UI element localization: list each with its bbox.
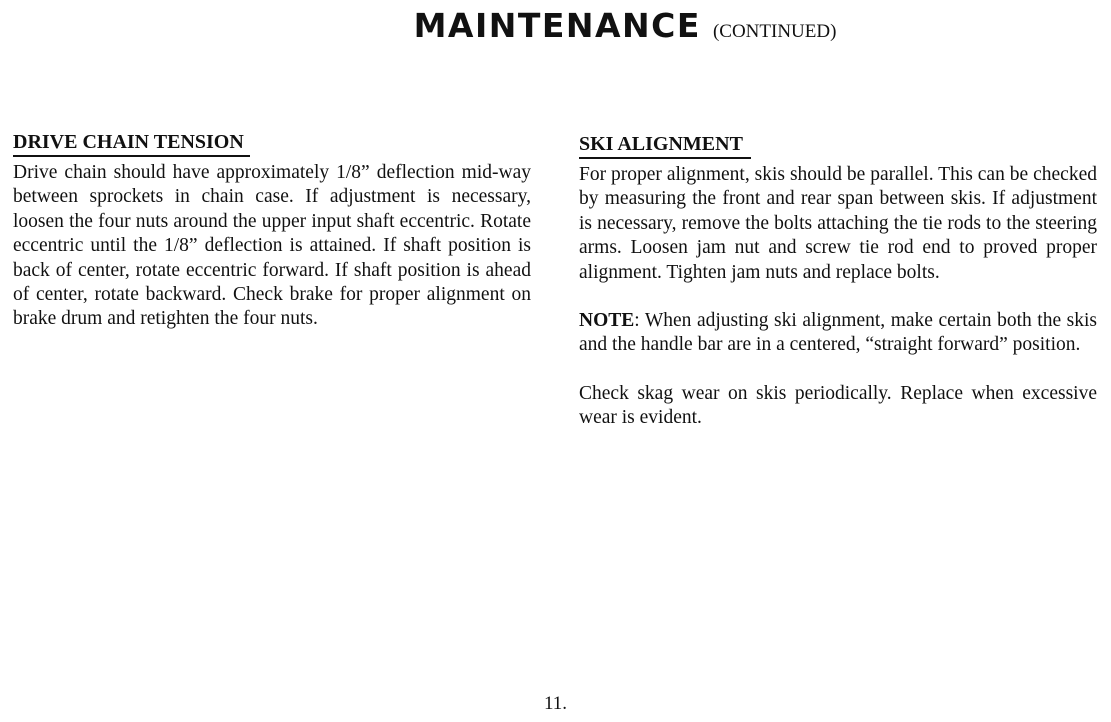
ski-alignment-section (579, 133, 1097, 431)
ski-alignment-heading: SKI ALIGNMENT (579, 133, 751, 159)
drive-chain-section (13, 131, 531, 332)
page-title (0, 6, 1111, 45)
page-title-main: MAINTENANCE (413, 6, 701, 45)
ski-alignment-paragraph: For proper alignment, skis should be parallel. This can be checked by measuring the front and rear span between skis. If adjustment is necessary, remove the bolts attaching the tie rods to the steering arms. Loosen jam nut and screw tie rod end to proved proper alignment. Tighten jam nuts and replace bolts. (579, 164, 1097, 283)
note-label: NOTE (579, 310, 635, 332)
page-title-continued: (CONTINUED) (712, 21, 837, 42)
skag-paragraph: Check skag wear on skis periodically. Replace when excessive wear is evident. (579, 382, 1097, 429)
page-number: 11. (543, 693, 568, 714)
note-text: : When adjusting ski alignment, make certain both the skis and the handle bar are in a centered, “straight forward” position. (579, 310, 1097, 356)
note-paragraph (579, 309, 1097, 358)
drive-chain-paragraph: Drive chain should have approximately 1/8” deflection mid-way between sprockets in chain case. If adjustment is necessary, loosen the four nuts around the upper input shaft eccentric. Rotate eccentric until the 1/8” deflection is attained. If shaft position is back of center, rotate eccentric forward. If shaft position is ahead of center, rotate backward. Check brake for proper alignment on brake drum and retighten the four nuts. (13, 162, 531, 330)
drive-chain-heading: DRIVE CHAIN TENSION (13, 131, 250, 157)
